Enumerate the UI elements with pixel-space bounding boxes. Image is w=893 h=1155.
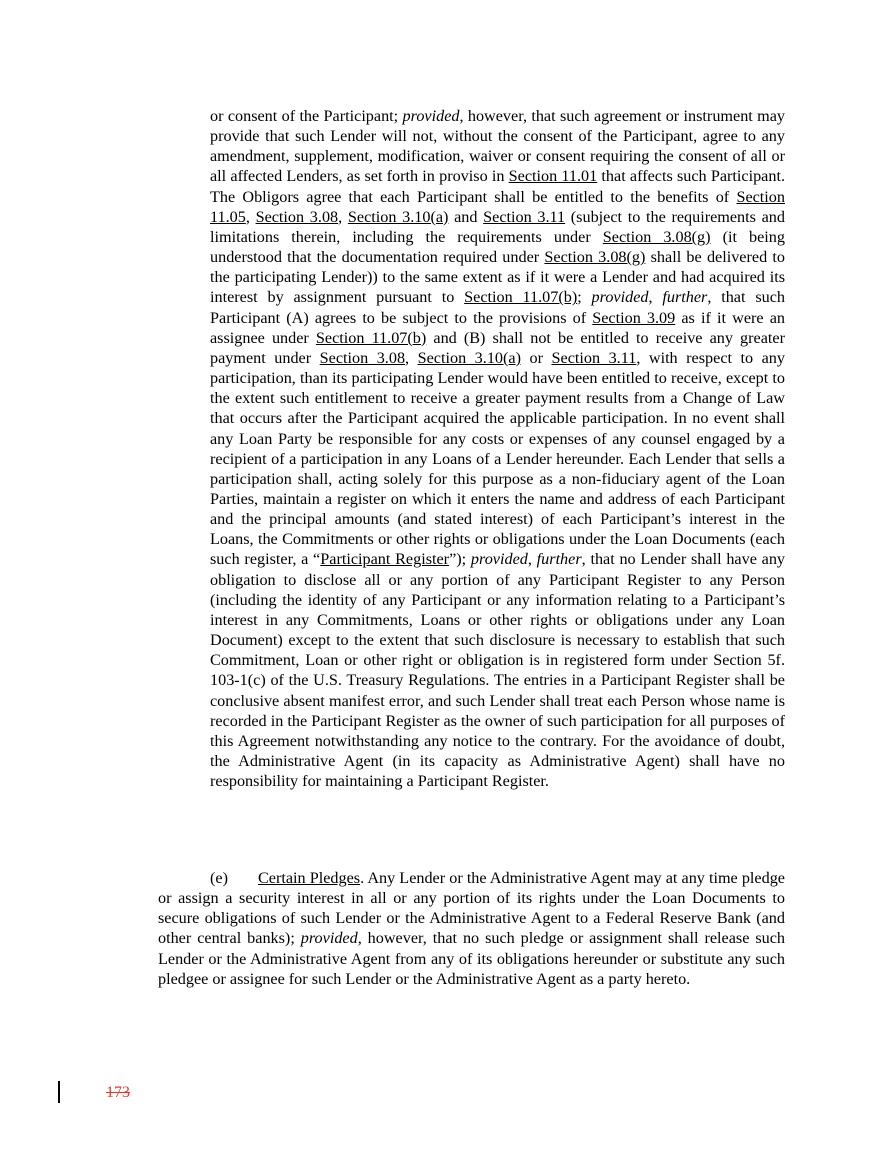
clause-marker: (e) <box>210 869 228 887</box>
italic-term-further: further <box>536 550 582 569</box>
section-reference: Section 3.08 <box>255 207 339 226</box>
section-reference: Section 11.07(b) <box>464 288 578 307</box>
section-reference: Section 3.09 <box>592 308 676 327</box>
text-run: and (B) shall not be entitled to receive any greater payment under <box>210 328 785 367</box>
text-run: or consent of the Participant; <box>210 107 403 125</box>
text-run: , <box>527 550 537 569</box>
text-run: . Any Lender or the Administrative Agent may at any time pledge or assign a security interest in all or any portion of its rights under the Loan Documents to secure obligations of such Lender or the Administrative Agent to a Federal Reserve Bank (and other central banks); <box>158 869 785 948</box>
text-run: and <box>448 207 484 226</box>
section-reference: Section 3.08(g) <box>602 227 711 246</box>
italic-term-further: further <box>662 288 708 307</box>
text-run: , that such Participant (A) agrees to be subject to the provisions of <box>210 288 785 327</box>
section-reference: Section 3.11 <box>551 348 637 367</box>
section-reference: Section 3.10(a) <box>347 207 449 226</box>
section-reference: Section 11.01 <box>508 167 598 186</box>
text-run: ; <box>577 288 592 307</box>
text-run: , with respect to any participation, than its participating Lender would have been entitled to receive, except to the extent such entitlement to receive a greater payment results from a Change of Law that occurs after the Participant acquired the applicable participation. In no event shall any Loan Party be responsible for any costs or expenses of any counsel engaged by a recipient of a participation in any Loans of a Lender hereunder. Each Lender that sells a participation shall, acting solely for this purpose as a non-fiduciary agent of the Loan Parties, maintain a register on which it enters the name and address of each Participant and the principal amounts (and stated interest) of each Participant’s interest in the Loans, the Commitments or other rights or obligations under the Loan Documents (each such register, a “ <box>210 348 785 569</box>
page-number-deleted: 173 <box>106 1084 130 1101</box>
italic-term-provided: provided <box>591 288 649 307</box>
italic-term-provided: provided <box>402 107 460 125</box>
certain-pledges-paragraph <box>158 868 785 989</box>
text-run: (subject to the requirements and limitations therein, including the requirements under <box>210 207 785 246</box>
section-reference: Section 3.11 <box>483 207 566 226</box>
text-run: that affects such Participant. The Obligors agree that each Participant shall be entitled to the benefits of <box>210 167 785 206</box>
section-reference: Section 3.08(g) <box>544 248 646 267</box>
text-run: as if it were an assignee under <box>210 308 785 347</box>
italic-term-provided: provided <box>470 550 528 569</box>
section-reference: Section 3.08 <box>319 348 406 367</box>
text-run: (it being understood that the documentation required under <box>210 227 785 267</box>
section-reference: Section 11.05 <box>210 187 785 226</box>
text-run: or <box>520 348 552 367</box>
text-run: shall be delivered to the participating Lender)) to the same extent as if it were a Lender and had acquired its interest by assignment pursuant to <box>210 248 785 307</box>
text-run: , <box>648 288 663 307</box>
italic-term-provided: provided <box>300 929 358 948</box>
section-reference: Section 11.07(b) <box>315 328 427 347</box>
section-reference: Section 3.10(a) <box>417 348 521 367</box>
participant-register-paragraph <box>210 106 785 791</box>
text-run: , <box>338 207 348 226</box>
text-run: , however, that such agreement or instrument may provide that such Lender will not, without the consent of the Participant, agree to any amendment, supplement, modification, waiver or consent requiring the consent of all or all affected Lenders, as set forth in proviso in <box>210 107 785 186</box>
text-run: , <box>245 207 256 226</box>
clause-heading: Certain Pledges <box>257 869 361 887</box>
text-run: , that no Lender shall have any obligation to disclose all or any portion of any Participant Register to any Person (including the identity of any Participant or any information relating to a Participant’s interest in any Commitments, Loans or other rights or obligations under any Loan Document) except to the extent that such disclosure is necessary to establish that such Commitment, Loan or other right or obligation is in registered form under Section 5f. 103-1(c) of the U.S. Treasury Regulations. The entries in a Participant Register shall be conclusive absent manifest error, and such Lender shall treat each Person whose name is recorded in the Participant Register as the owner of such participation for all purposes of this Agreement notwithstanding any notice to the contrary. For the avoidance of doubt, the Administrative Agent (in its capacity as Administrative Agent) shall have no responsibility for maintaining a Participant Register. <box>210 550 786 791</box>
text-run: ”); <box>449 550 471 569</box>
text-run: , however, that no such pledge or assignment shall release such Lender or the Administrative Agent from any of its obligations hereunder or substitute any such pledgee or assignee for such Lender or the Administrative Agent as a party hereto. <box>158 929 785 988</box>
revision-change-bar <box>58 1081 60 1103</box>
text-run: , <box>405 348 418 367</box>
defined-term-participant-register: Participant Register <box>320 550 450 569</box>
